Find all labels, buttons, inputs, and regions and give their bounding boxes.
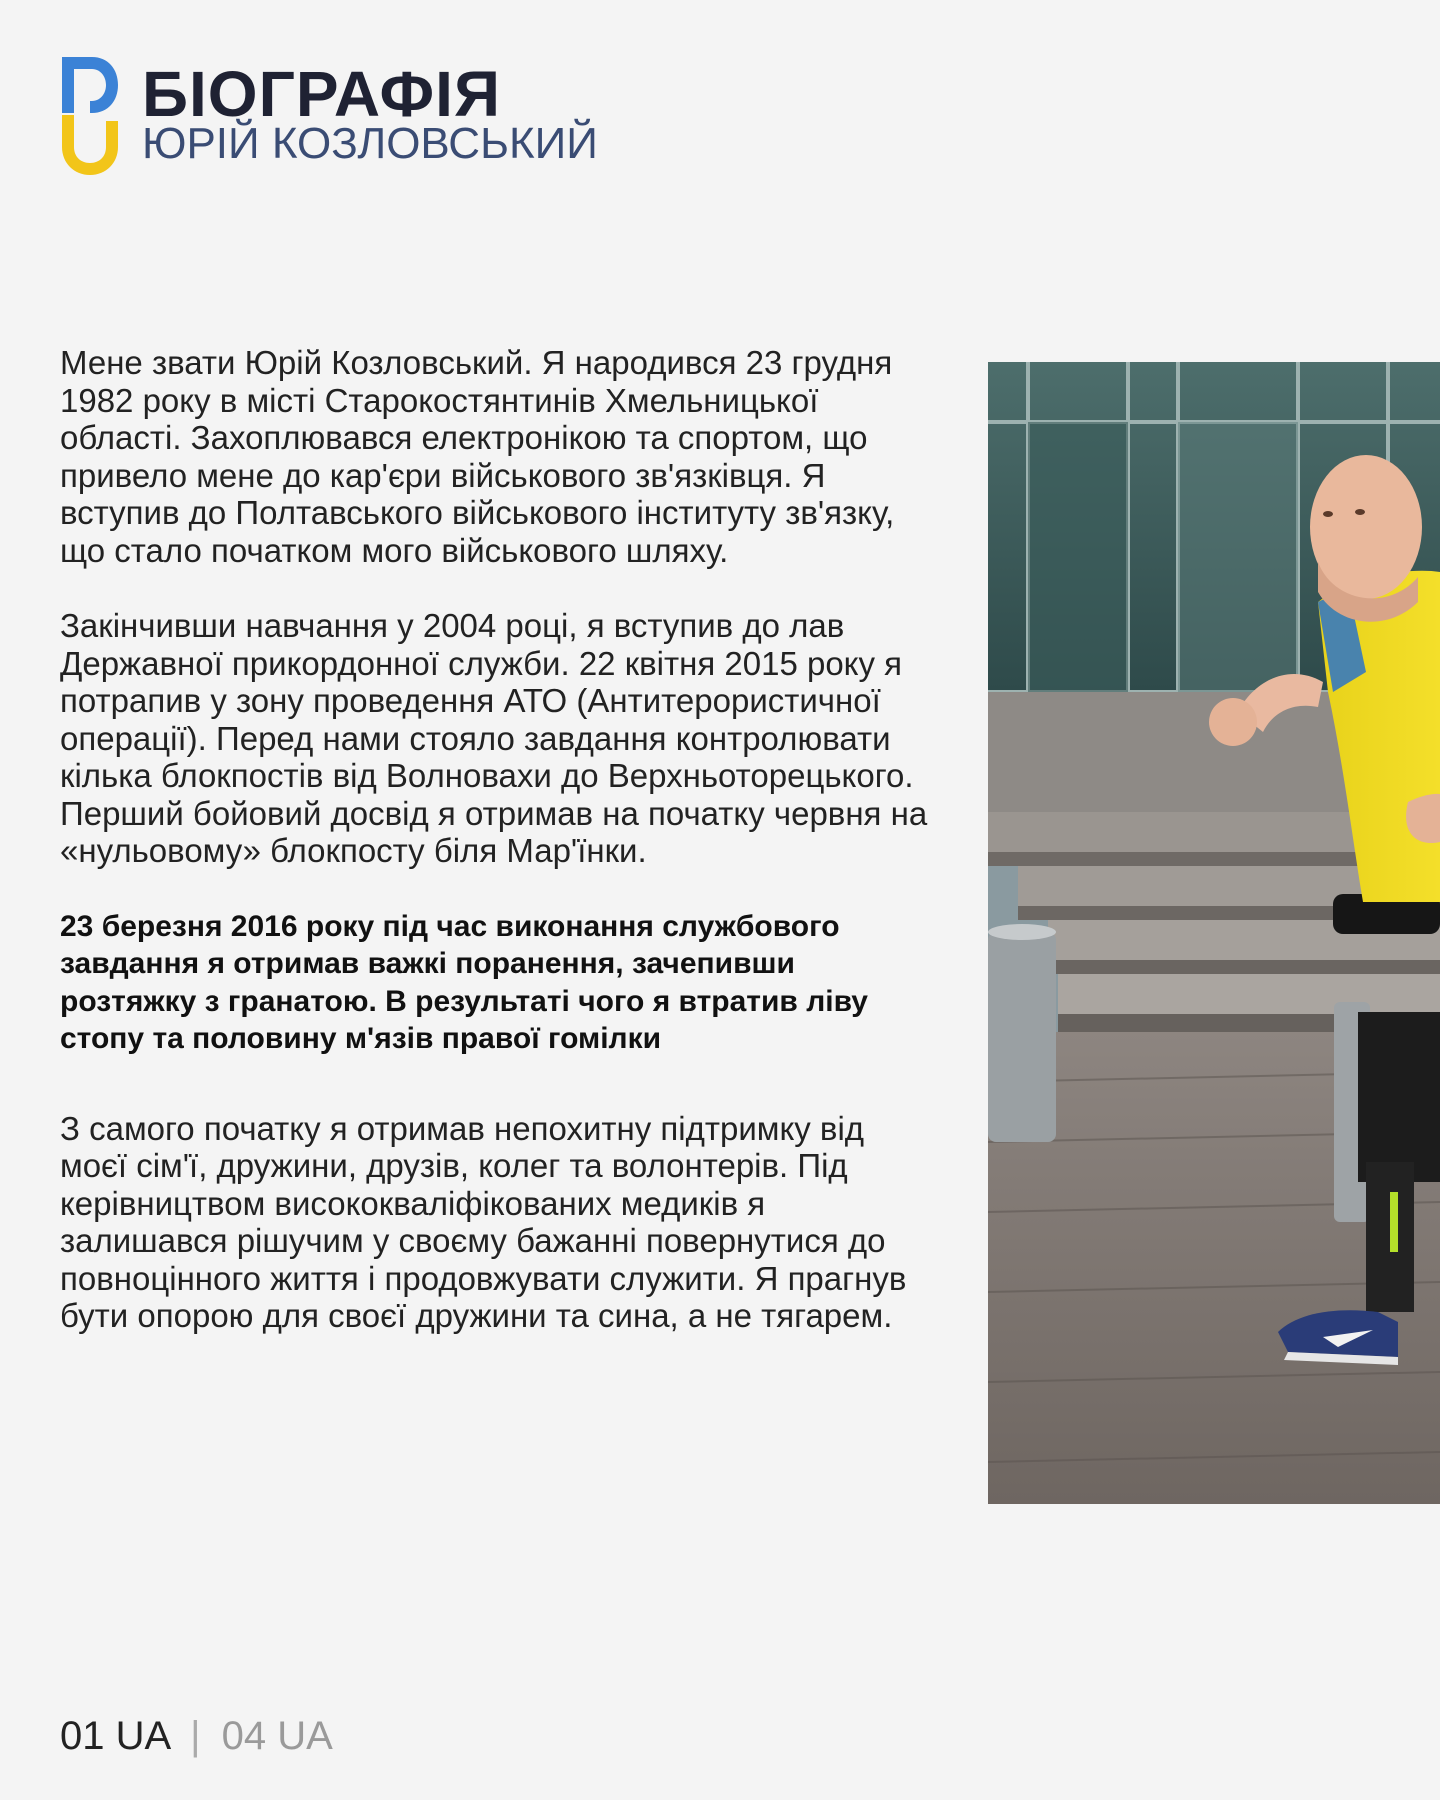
running-man-photo: [988, 362, 1440, 1504]
pu-monogram-logo-icon: [60, 55, 120, 175]
biography-text: [60, 344, 930, 1373]
paragraph-1: Мене звати Юрій Козловський. Я народився 23 грудня 1982 року в місті Старокостянтинів Хмельницької області. Захоплювався електронікою та спортом, що привело мене до кар'єри військового зв'язківця. Я вступив до Полтавського військового інституту зв'язку, що стало початком мого військового шляху.: [60, 344, 895, 569]
paragraph-2: Закінчивши навчання у 2004 році, я вступив до лав Державної прикордонної служби. 22 квітня 2015 року я потрапив у зону проведення АТО (Антитерористичної операції). Перед нами стояло завдання контролювати кілька блокпостів від Волновахи до Верхньоторецького. Перший бойовий досвід я отримав на початку червня на «нульовому» блокпосту біля Мар'їнки.: [60, 607, 928, 869]
pagination: [60, 1712, 333, 1760]
paragraph-4: З самого початку я отримав непохитну підтримку від моєї сім'ї, дружини, друзів, колег та волонтерів. Під керівництвом висококваліфікованих медиків я залишався рішучим у своєму бажанні повернутися до повноцінного життя і продовжувати служити. Я прагнув бути опорою для своєї дружини та сина, а не тягарем.: [60, 1109, 907, 1334]
page-current: 01 UA: [60, 1714, 169, 1758]
page-separator: |: [190, 1714, 201, 1758]
page-total: 04 UA: [221, 1714, 333, 1758]
page-title: БІОГРАФІЯ: [142, 58, 501, 130]
paragraph-3-bold: 23 березня 2016 року під час виконання службового завдання я отримав важкі поранення, зачепивши розтяжку з гранатою. В результаті чого я втратив ліву стопу та половину м'язів правої гомілки: [60, 909, 868, 1055]
page-subtitle: ЮРІЙ КОЗЛОВСЬКИЙ: [142, 119, 598, 168]
